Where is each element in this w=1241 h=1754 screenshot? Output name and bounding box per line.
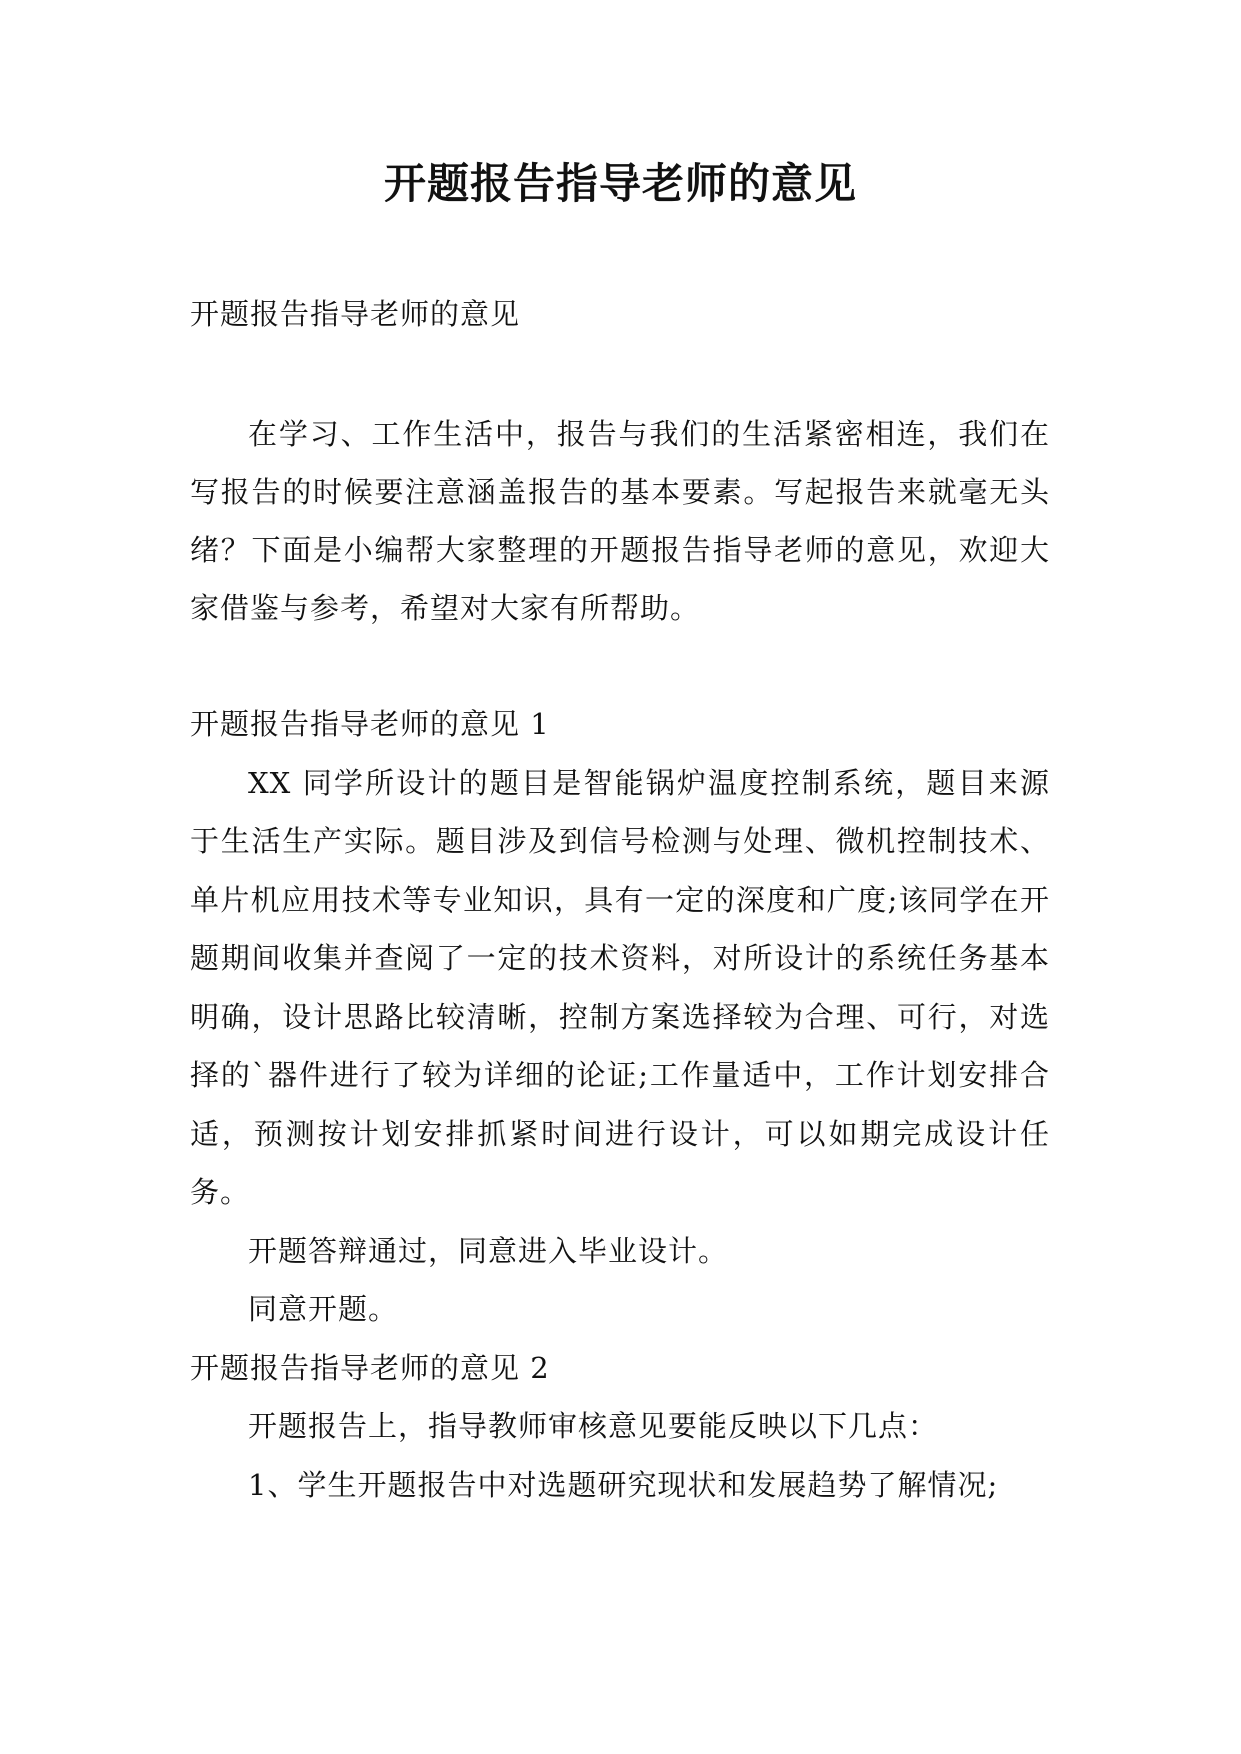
section-1-paragraph: 同意开题。	[248, 1292, 399, 1326]
section-1-paragraph: XX 同学所设计的题目是智能锅炉温度控制系统，题目来源于生活生产实际。题目涉及到信号检测与处理、微机控制技术、单片机应用技术等专业知识，具有一定的深度和广度;该同学在开题期间收集并查阅了一定的技术资料，对所设计的系统任务基本明确，设计思路比较清晰，控制方案选择较为合理、可行，对选择的`器件进行了较为详细的论证;工作量适中，工作计划安排合适，预测按计划安排抓紧时间进行设计，可以如期完成设计任务。	[190, 765, 1050, 1209]
section-2-paragraph: 开题报告上，指导教师审核意见要能反映以下几点：	[248, 1409, 939, 1443]
document-body	[190, 695, 1050, 1514]
document-subtitle: 开题报告指导老师的意见	[190, 297, 521, 331]
section-2-paragraph: 1、学生开题报告中对选题研究现状和发展趋势了解情况;	[248, 1467, 999, 1502]
intro-paragraph: 在学习、工作生活中，报告与我们的生活紧密相连，我们在写报告的时候要注意涵盖报告的基本要素。写起报告来就毫无头绪？下面是小编帮大家整理的开题报告指导老师的意见，欢迎大家借鉴与参考，希望对大家有所帮助。	[190, 417, 1050, 625]
section-1-heading: 开题报告指导老师的意见 1	[190, 707, 550, 741]
section-1-paragraph: 开题答辩通过，同意进入毕业设计。	[248, 1233, 729, 1268]
document-title: 开题报告指导老师的意见	[383, 159, 857, 208]
section-2-heading: 开题报告指导老师的意见 2	[190, 1350, 550, 1385]
